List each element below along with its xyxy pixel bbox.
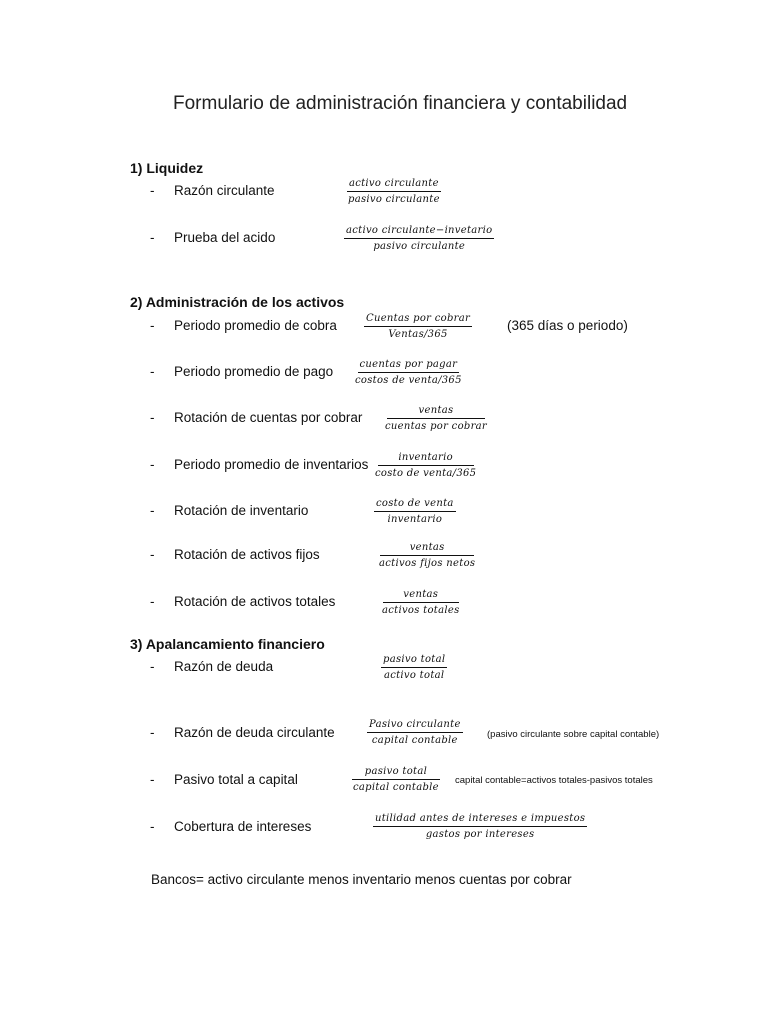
list-dash: - [150,183,155,198]
list-dash: - [150,457,155,472]
formula-fraction [381,653,447,682]
formula-fraction [383,404,489,433]
list-dash: - [150,318,155,333]
ratio-label: Razón de deuda circulante [174,725,335,740]
ratio-label: Rotación de inventario [174,503,309,518]
formula-numerator: inventario [378,451,474,466]
formula-denominator: costos de venta/365 [355,375,462,386]
formula-denominator: pasivo circulante [348,194,440,205]
formula-fraction [373,812,587,841]
ratio-label: Periodo promedio de pago [174,364,334,379]
formula-numerator: activo circulante [347,177,441,192]
list-dash: - [150,819,155,834]
ratio-label: Rotación de cuentas por cobrar [174,410,363,425]
formula-fraction [380,588,462,617]
formula-denominator: costo de venta/365 [375,468,477,479]
ratio-label: Periodo promedio de inventarios [174,457,369,472]
formula-numerator: pasivo total [352,765,440,780]
formula-numerator: ventas [380,541,474,556]
formula-numerator: utilidad antes de intereses e impuestos [373,812,587,827]
formula-note: (365 días o periodo) [507,318,628,333]
ratio-label: Cobertura de intereses [174,819,312,834]
ratio-label: Periodo promedio de cobra [174,318,337,333]
formula-denominator: gastos por intereses [425,829,535,840]
list-dash: - [150,503,155,518]
ratio-label: Pasivo total a capital [174,772,298,787]
ratio-label: Razón de deuda [174,659,274,674]
list-dash: - [150,410,155,425]
formula-denominator: capital contable [353,782,439,793]
section-heading-apalancamiento: 3) Apalancamiento financiero [130,636,325,652]
formula-denominator: activos fijos netos [379,558,476,569]
formula-numerator: activo circulante−invetario [344,224,494,239]
ratio-label: Rotación de activos totales [174,594,336,609]
list-dash: - [150,772,155,787]
formula-note: capital contable=activos totales-pasivos totales [455,775,653,786]
section-heading-liquidez: 1) Liquidez [130,160,204,176]
formula-denominator: Ventas/365 [388,329,448,340]
list-dash: - [150,594,155,609]
formula-note: (pasivo circulante sobre capital contable) [487,729,660,740]
list-dash: - [150,547,155,562]
ratio-label: Razón circulante [174,183,275,198]
formula-fraction [351,765,441,794]
formula-fraction [364,312,472,341]
formula-denominator: capital contable [371,735,458,746]
list-dash: - [150,725,155,740]
formula-numerator: pasivo total [381,653,447,668]
footer-note: Bancos= activo circulante menos inventario menos cuentas por cobrar [151,872,572,887]
formula-numerator: Cuentas por cobrar [364,312,472,327]
formula-numerator: ventas [387,404,485,419]
formula-fraction [346,177,442,206]
formula-denominator: activo total [383,670,445,681]
formula-fraction [353,358,464,387]
ratio-label: Rotación de activos fijos [174,547,320,562]
ratio-label: Prueba del acido [174,230,276,245]
formula-denominator: activos totales [382,605,460,616]
formula-fraction [367,718,463,747]
formula-numerator: cuentas por pagar [358,358,460,373]
page-title: Formulario de administración financiera y contabilidad [173,93,628,114]
formula-denominator: cuentas por cobrar [385,421,488,432]
list-dash: - [150,230,155,245]
list-dash: - [150,659,155,674]
formula-denominator: inventario [387,514,443,525]
formula-numerator: ventas [383,588,459,603]
formula-denominator: pasivo circulante [373,241,466,252]
section-heading-activos: 2) Administración de los activos [130,294,345,310]
formula-fraction [373,451,478,480]
formula-fraction [374,497,456,526]
formula-fraction [344,224,494,253]
list-dash: - [150,364,155,379]
formula-numerator: Pasivo circulante [367,718,463,733]
formula-numerator: costo de venta [374,497,456,512]
formula-fraction [377,541,477,570]
